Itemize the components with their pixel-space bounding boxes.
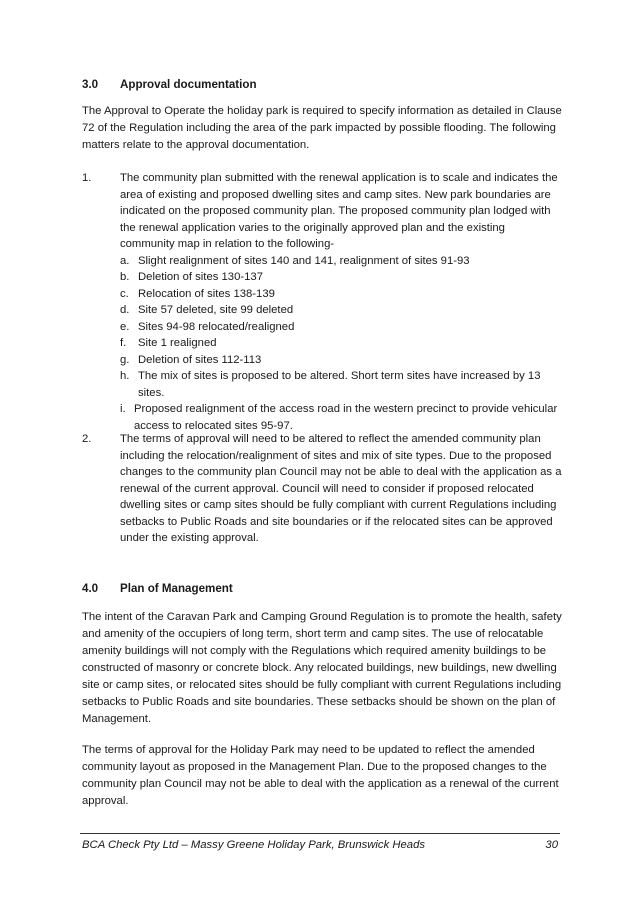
page-footer (82, 837, 558, 853)
list-item (120, 269, 562, 286)
list-text: Slight realignment of sites 140 and 141, realignment of sites 91-93 (138, 254, 470, 267)
section-3-intro: The Approval to Operate the holiday park is required to specify information as detailed in Clause 72 of the Regulation including the area of the park impacted by possible flooding. The following matters relate to the approval documentation. (82, 105, 562, 151)
list-text: Proposed realignment of the access road in the western precinct to provide vehicular access to relocated sites 95-97. (134, 403, 558, 432)
list-item (120, 319, 562, 336)
section-4-number: 4.0 (82, 582, 99, 595)
list-item (120, 352, 562, 369)
footer-divider (80, 833, 560, 834)
list-text: The mix of sites is proposed to be altered. Short term sites have increased by 13 sites. (138, 370, 541, 399)
item-number: 1. (82, 172, 92, 184)
list-item (120, 302, 562, 319)
list-letter: g. (120, 353, 130, 366)
page-number: 30 (545, 839, 558, 851)
list-item (120, 286, 562, 303)
list-letter: a. (120, 254, 130, 267)
section-4-heading (82, 581, 233, 597)
list-item (120, 253, 562, 270)
list-text: Deletion of sites 130-137 (138, 271, 263, 283)
list-text: Site 57 deleted, site 99 deleted (138, 304, 294, 316)
list-letter: i. (120, 403, 126, 415)
list-text: Deletion of sites 112-113 (138, 353, 262, 366)
list-text: Sites 94-98 relocated/realigned (138, 320, 295, 333)
list-item (120, 368, 562, 401)
section-3-heading (82, 77, 257, 93)
list-letter: e. (120, 320, 130, 333)
list-letter: h. (120, 370, 130, 382)
item-text: The community plan submitted with the renewal application is to scale and indicates the area of existing and proposed dwelling sites and camp sites. New park boundaries are indicated on the proposed community plan. The proposed community plan lodged with the renewal application varies to the originally approved plan and the existing community map in relation to the following- (120, 172, 558, 250)
section-3-title: Approval documentation (120, 78, 257, 91)
sub-list (120, 253, 562, 435)
section-4-paragraph-1: The intent of the Caravan Park and Camping Ground Regulation is to promote the health, safety and amenity of the occupiers of long term, short term and camp sites. The use of relocatable amenity buildings will not comply with the Regulations which required amenity buildings to be constructed of masonry or concrete block. Any relocated buildings, new buildings, new dwelling site or camp sites, or relocated sites should be fully compliant with current Regulations including setbacks to Public Roads and site boundaries. These setbacks should be shown on the plan of Management. (82, 611, 562, 725)
list-item (120, 401, 562, 434)
item-number: 2. (82, 433, 92, 445)
section-4-paragraph-2: The terms of approval for the Holiday Park may need to be updated to reflect the amended community layout as proposed in the Management Plan. Due to the proposed changes to the community plan Council may not be able to deal with the application as a renewal of the current approval. (82, 744, 559, 807)
footer-text: BCA Check Pty Ltd – Massy Greene Holiday Park, Brunswick Heads (82, 839, 426, 851)
item-text: The terms of approval will need to be altered to reflect the amended community plan including the relocation/realignment of sites and mix of site types. Due to the proposed changes to the community plan Council may not be able to deal with the application as a renewal of the current approval. Council will need to consider if proposed relocated dwelling sites or camp sites should be fully compliant with current Regulations including setbacks to Public Roads and site boundaries or if the relocated sites can be approved under the existing approval. (120, 433, 562, 544)
list-letter: c. (120, 287, 129, 300)
list-text: Site 1 realigned (138, 337, 217, 349)
list-letter: f. (120, 337, 127, 349)
list-letter: b. (120, 271, 130, 283)
list-letter: d. (120, 304, 130, 316)
section-4-title: Plan of Management (120, 582, 233, 595)
section-3-number: 3.0 (82, 78, 99, 91)
list-item (120, 335, 562, 352)
list-text: Relocation of sites 138-139 (138, 287, 275, 300)
numbered-item-2 (82, 431, 562, 547)
numbered-item-1 (82, 170, 562, 434)
